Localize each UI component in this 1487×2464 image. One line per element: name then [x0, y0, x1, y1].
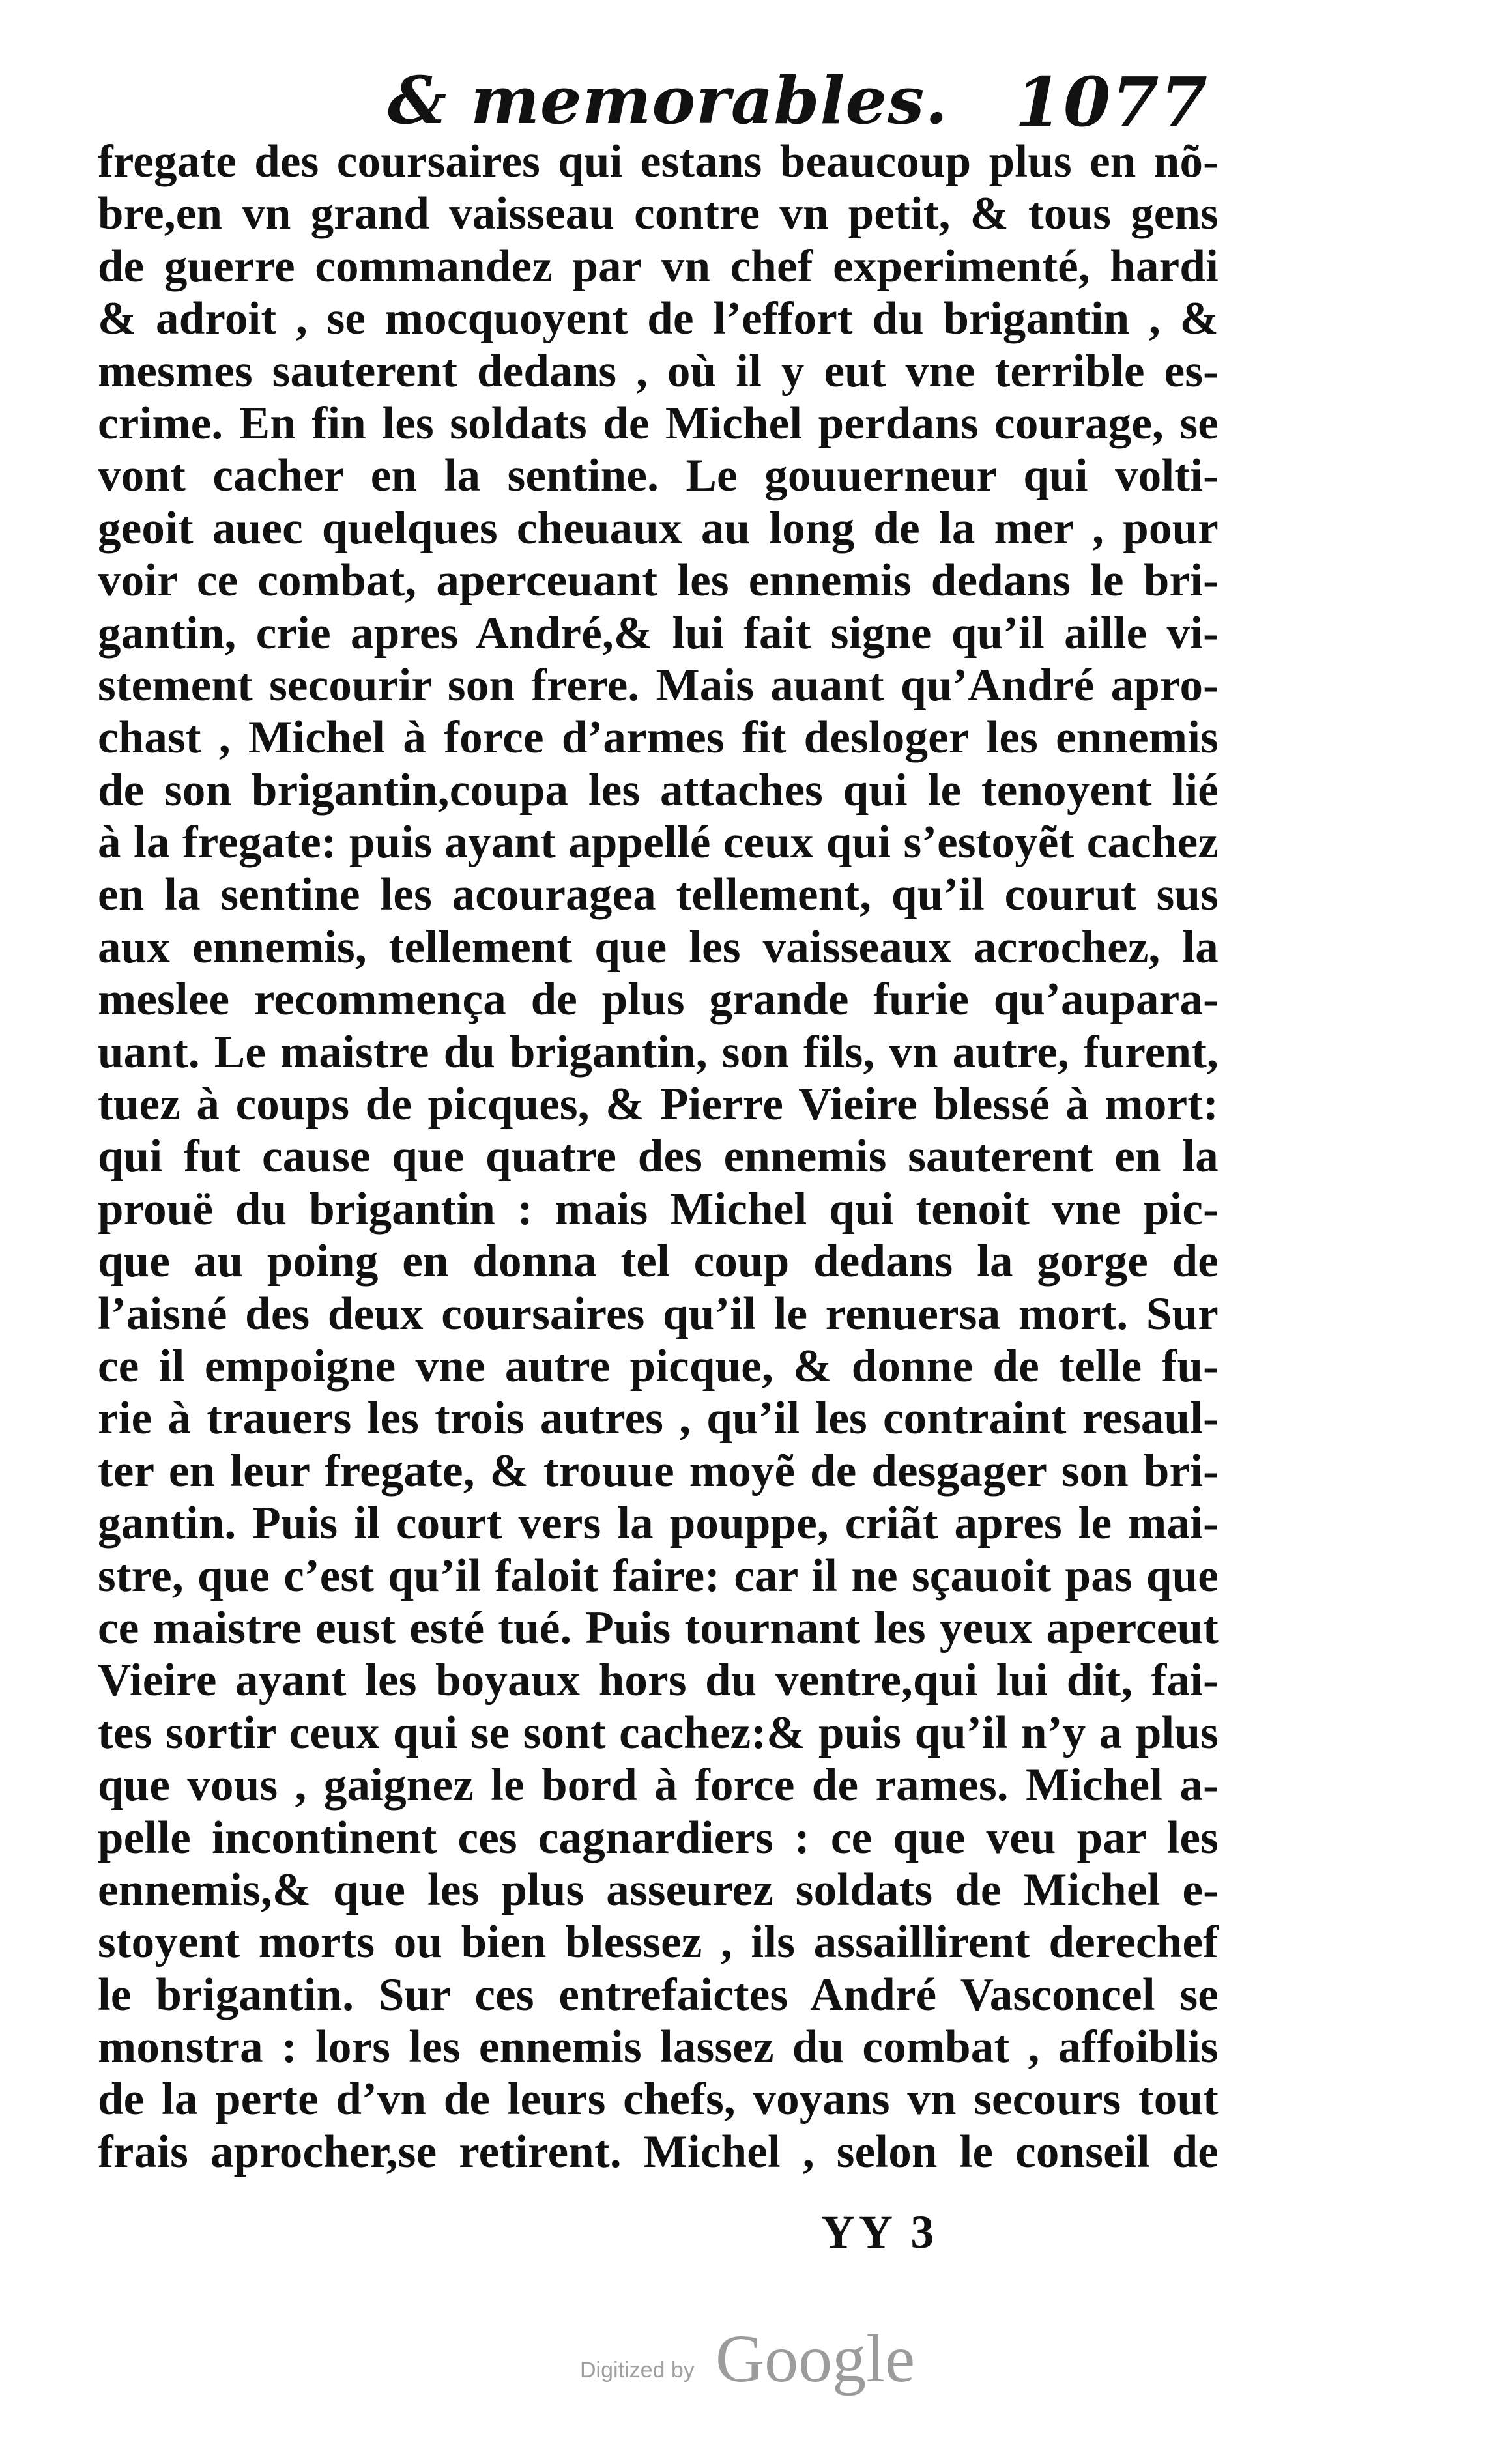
text-line: que vous , gaignez le bord à force de rames. Michel a- [98, 1760, 1219, 1811]
text-line: ennemis,& que les plus asseurez soldats de Michel e- [98, 1864, 1219, 1915]
text-line: stre, que c’est qu’il faloit faire: car il ne sçauoit pas que [98, 1550, 1219, 1601]
text-line: que au poing en donna tel coup dedans la gorge de [98, 1236, 1219, 1287]
text-line: ter en leur fregate, & trouue moyẽ de desgager son bri- [98, 1445, 1219, 1497]
text-line: ce il empoigne vne autre picque, & donne de telle fu- [98, 1340, 1219, 1392]
text-line: fregate des coursaires qui estans beaucoup plus en nõ- [98, 136, 1219, 187]
text-line: gantin, crie apres André,& lui fait signe qu’il aille vi- [98, 607, 1219, 659]
watermark-prefix: Digitized by [580, 2358, 695, 2383]
google-logo: Google [715, 2321, 916, 2396]
text-line: chast , Michel à force d’armes fit desloger les ennemis [98, 712, 1219, 764]
text-line: en la sentine les acouragea tellement, qu’il courut sus [98, 869, 1219, 921]
text-line: rie à trauers les trois autres , qu’il les contraint resaul- [98, 1393, 1219, 1444]
text-line: à la fregate: puis ayant appellé ceux qui s’estoyẽt cachez [98, 817, 1219, 868]
text-line: vont cacher en la sentine. Le gouuerneur qui volti- [98, 450, 1219, 502]
text-line: Vieire ayant les boyaux hors du ventre,qui lui dit, fai- [98, 1655, 1219, 1706]
text-line: ce maistre eust esté tué. Puis tournant les yeux aperceut [98, 1602, 1219, 1654]
text-line: meslee recommença de plus grande furie qu’aupara- [98, 974, 1219, 1025]
text-line: prouë du brigantin : mais Michel qui tenoit vne pic- [98, 1183, 1219, 1235]
text-line: qui fut cause que quatre des ennemis sauterent en la [98, 1131, 1219, 1182]
text-line: de la perte d’vn de leurs chefs, voyans vn secours tout [98, 2074, 1219, 2125]
page-number: 1077 [1015, 62, 1209, 142]
text-line: pelle incontinent ces cagnardiers : ce que veu par les [98, 1812, 1219, 1863]
text-line: & adroit , se mocquoyent de l’effort du brigantin , & [98, 293, 1219, 345]
digitized-by-google-watermark [580, 2319, 945, 2398]
text-line: de guerre commandez par vn chef experimenté, hardi [98, 240, 1219, 292]
text-line: l’aisné des deux coursaires qu’il le renuersa mort. Sur [98, 1288, 1219, 1339]
text-line: tes sortir ceux qui se sont cachez:& puis qu’il n’y a plus [98, 1707, 1219, 1758]
text-line: bre,en vn grand vaisseau contre vn petit, & tous gens [98, 188, 1219, 240]
text-line: stement secourir son frere. Mais auant qu’André apro- [98, 659, 1219, 711]
text-line: tuez à coups de picques, & Pierre Vieire blessé à mort: [98, 1079, 1219, 1130]
text-line: crime. En fin les soldats de Michel perdans courage, se [98, 397, 1219, 449]
text-line: aux ennemis, tellement que les vaisseaux acrochez, la [98, 921, 1219, 973]
text-line: monstra : lors les ennemis lassez du combat , affoiblis [98, 2022, 1219, 2073]
text-line: mesmes sauterent dedans , où il y eut vne terrible es- [98, 345, 1219, 397]
text-line: de son brigantin,coupa les attaches qui le tenoyent lié [98, 764, 1219, 816]
signature-mark: YY 3 [821, 2206, 938, 2258]
text-line: uant. Le maistre du brigantin, son fils, vn autre, furent, [98, 1026, 1219, 1078]
text-line: frais aprocher,se retirent. Michel , selon le conseil de [98, 2126, 1219, 2177]
text-line: le brigantin. Sur ces entrefaictes André Vasconcel se [98, 1969, 1219, 2020]
body-text [98, 136, 1219, 2178]
text-line: stoyent morts ou bien blessez , ils assaillirent derechef [98, 1917, 1219, 1968]
text-line: geoit auec quelques cheuaux au long de la mer , pour [98, 502, 1219, 554]
running-title: & memorables. [388, 62, 949, 139]
running-head [388, 62, 1209, 147]
text-line: voir ce combat, aperceuant les ennemis dedans le bri- [98, 555, 1219, 607]
text-line: gantin. Puis il court vers la pouppe, criãt apres le mai- [98, 1498, 1219, 1549]
